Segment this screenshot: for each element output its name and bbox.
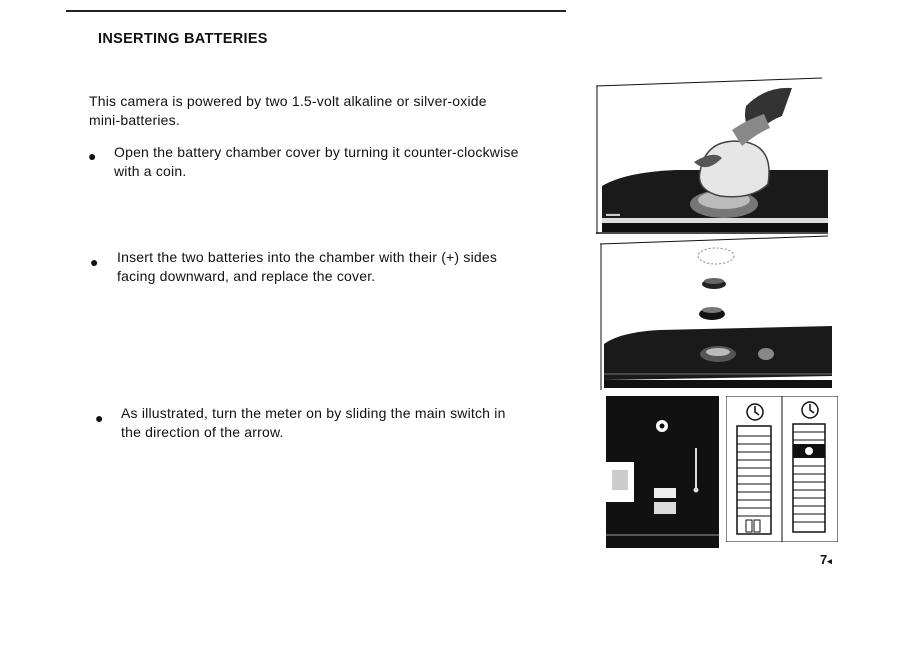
bullet-icon: ●: [90, 254, 99, 270]
figure-batteries-insert: [600, 234, 832, 390]
meter-panel-on: [782, 396, 838, 542]
page-corner-mark: ◂: [827, 556, 832, 566]
page-number: [820, 552, 832, 567]
step-2-text: [117, 248, 497, 286]
figure-coin-turning-cover: [596, 76, 828, 234]
step-1-line-1: Open the battery chamber cover by turning it counter-clockwise: [114, 144, 519, 160]
bullet-icon: ●: [88, 148, 97, 164]
step-3-line-1: As illustrated, turn the meter on by sliding the main switch in: [121, 405, 506, 421]
intro-line-2: mini-batteries.: [89, 112, 180, 128]
page-number-value: 7: [820, 552, 828, 567]
step-2-line-1: Insert the two batteries into the chamber with their (+) sides: [117, 249, 498, 265]
step-2-line-2: facing downward, and replace the cover.: [117, 268, 376, 284]
intro-paragraph: [89, 92, 487, 130]
page-title: INSERTING BATTERIES: [98, 31, 268, 47]
step-3-line-2: the direction of the arrow.: [121, 424, 284, 440]
meter-panel-off: [726, 396, 782, 542]
top-rule: [66, 10, 566, 12]
intro-line-1: This camera is powered by two 1.5-volt alkaline or silver-oxide: [89, 93, 487, 109]
figure-main-switch: [606, 396, 719, 548]
step-1-line-2: with a coin.: [114, 163, 187, 179]
plate-text: ▬▬: [606, 211, 620, 218]
bullet-icon: ●: [95, 410, 104, 426]
step-3-text: [121, 404, 506, 442]
step-1-text: [114, 143, 519, 181]
